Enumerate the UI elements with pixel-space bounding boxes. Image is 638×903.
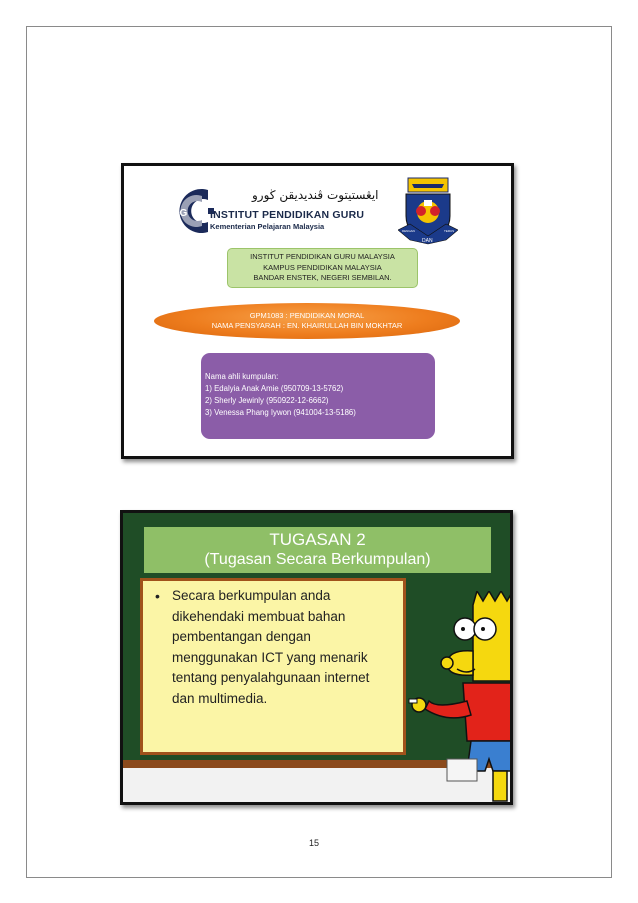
college-crest-icon [398,176,458,246]
assignment-bullet [155,586,397,709]
cartoon-boy-icon [407,591,513,805]
assignment-note-box [140,578,406,755]
ipg-title: INSTITUT PENDIDIKAN GURU [210,209,365,221]
campus-line-3: BANDAR ENSTEK, NEGERI SEMBILAN. [253,273,392,282]
page-number: 15 [309,838,320,848]
slide-2 [120,510,513,805]
slide-2-title-band [144,527,491,573]
assignment-line: dan multimedia. [172,690,268,706]
member-item: 2) Sherly Jewinly (950922-12-6662) [205,396,329,405]
campus-line-2: KAMPUS PENDIDIKAN MALAYSIA [263,262,382,272]
assignment-line: pembentangan dengan [172,629,311,644]
course-code-line: GPM1083 : PENDIDIKAN MORAL [249,311,365,320]
member-item: 1) Edalyia Anak Amie (950709-13-5762) [205,384,344,393]
slide-2-subtitle: (Tugasan Secara Berkumpulan) [204,551,431,568]
assignment-line: tentang penyalahgunaan internet [172,670,370,685]
slide-2-title: TUGASAN 2 [269,530,366,549]
campus-info-box [227,248,418,288]
member-item: 3) Venessa Phang Iywon (941004-13-5186) [205,408,356,417]
ipg-mark-text: IPG [170,208,188,219]
crest-motto-right: TERUS [444,229,455,233]
assignment-line: dikehendaki membuat bahan [172,608,346,624]
crest-motto-left: DENGAN [402,229,415,233]
course-info-ellipse [154,303,460,339]
assignment-line: menggunakan ICT yang menarik [172,649,368,665]
members-heading: Nama ahli kumpulan: [205,372,279,381]
assignment-line: Secara berkumpulan anda [172,588,331,603]
campus-line-1: INSTITUT PENDIDIKAN GURU MALAYSIA [250,252,395,261]
lecturer-line: NAMA PENSYARAH : EN. KHAIRULLAH BIN MOKHTAR [211,321,403,330]
bullet-icon: • [155,588,160,604]
ipg-subtitle: Kementerian Pelajaran Malaysia [210,222,325,231]
ipg-jawi-text: ايڠستيتوت ڤنديديقن ڬورو [252,188,379,202]
slide-1 [121,163,514,459]
crest-banner-text: DAN [422,238,433,244]
group-members-box [201,353,435,439]
